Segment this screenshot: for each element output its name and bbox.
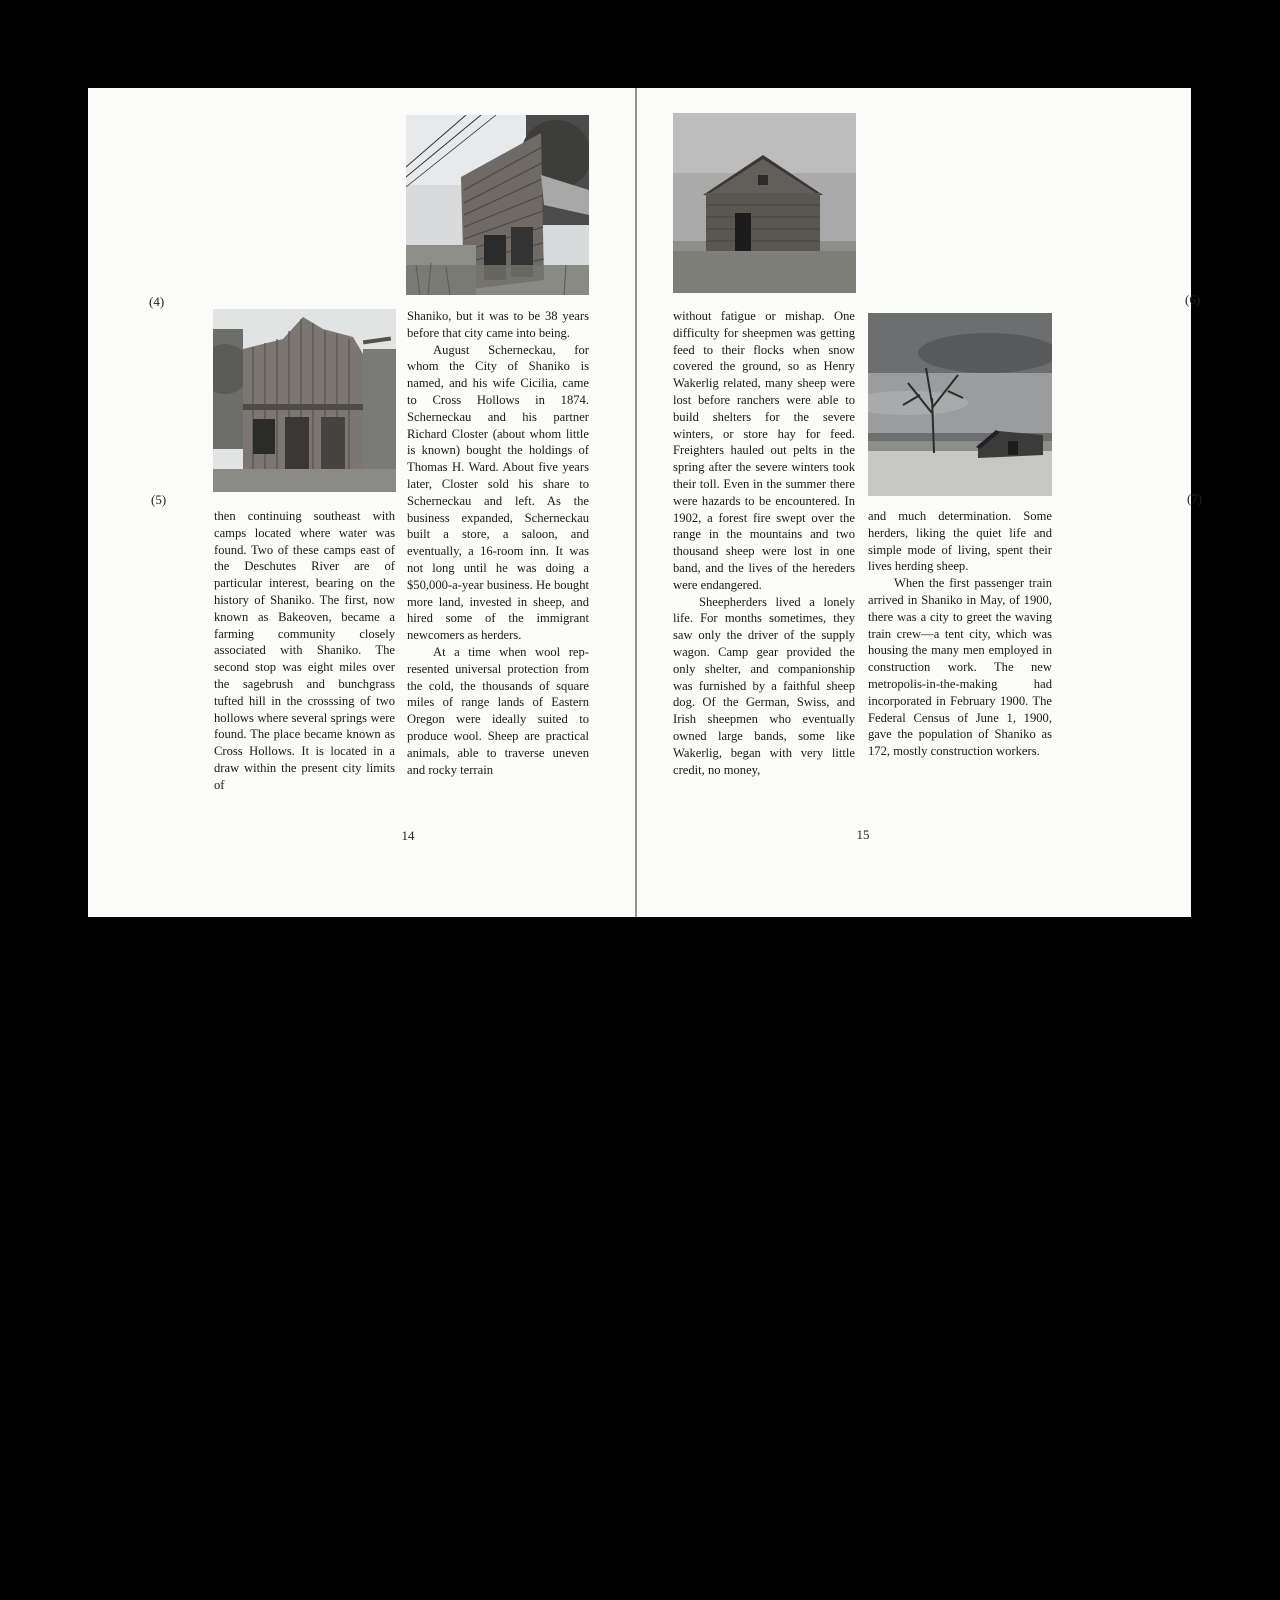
barn-tree-image	[868, 313, 1052, 496]
left-page-column-1	[214, 508, 395, 794]
ruined-building-image	[213, 309, 396, 492]
photo-schoolhouse	[673, 113, 856, 293]
book-spread	[88, 88, 1203, 917]
left-page-column-2	[407, 308, 589, 778]
figure-marker-7: (7)	[1187, 491, 1203, 506]
paragraph: Sheepherders lived a lonely life. For months sometimes, they saw only the driver of the supply wagon. Camp gear provided the only shelter, and companionship was furnished by a faithful sheep dog. Of the German, Swiss, and Irish sheepmen who eventually owned large bands, some like Wakerlig, began with very little credit, no money,	[673, 594, 855, 777]
paragraph: When the first passenger train arrived in Shaniko in May, of 1900, there was a city to greet the waving train crew—a tent city, which was housing the many men employed in construction work. The new metropolis-in-the-making had incorporated in February 1900. The Federal Census of June 1, 1900, gave the population of Shaniko as 172, mostly construction workers.	[868, 576, 1052, 759]
photo-ruined-building	[213, 309, 396, 492]
paragraph: without fatigue or mishap. One difficulty for sheepmen was getting feed to their flocks when snow covered the ground, so as Henry Wakerlig related, many sheep were lost before ranchers were able to build shelters for the severe winters, or store hay for feed. Freighters hauled out pelts in the spring after the severe winters took their toll. Even in the summer there were hazards to be encountered. In 1902, a forest fire swept over the range in the mountains and two thousand sheep were lost in one band, and the lives of the hereders were endangered.	[673, 309, 855, 592]
paragraph: and much determination. Some herders, liking the quiet life and simple mode of living, spent their lives herding sheep.	[868, 509, 1052, 574]
photo-barn-tree	[868, 313, 1052, 496]
schoolhouse-image	[673, 113, 856, 293]
figure-marker-6: (6)	[1185, 292, 1201, 307]
right-page-column-1	[673, 308, 855, 778]
figure-marker-4: (4)	[149, 294, 165, 309]
right-page	[637, 88, 1203, 917]
leaning-storefront-image	[406, 115, 589, 295]
figure-marker-5: (5)	[151, 492, 167, 507]
paragraph: then continuing southeast with camps located where water was found. Two of these camps east of the Deschutes River are of particular interest, bearing on the history of Shaniko. The first, now known as Bakeoven, became a farming community closely associated with Shaniko. The second stop was eight miles over the sagebrush and bunchgrass tufted hill in the crosssing of two hollows where several springs were found. The place became known as Cross Hollows. It is located in a draw within the present city limits of	[214, 509, 395, 792]
right-page-column-2	[868, 508, 1052, 760]
left-page	[88, 88, 635, 917]
paragraph: August Scherneckau, for whom the City of Shaniko is named, and his wife Cicilia, came to Cross Hollows in 1874. Scherneckau and his partner Richard Closter (about whom little is known) bought the holdings of Thomas H. Ward. About five years later, Closter sold his share to Scherneckau and left. As the business expanded, Scherneckau built a store, a saloon, and eventually, a 16-room inn. It was not long until he was doing a $50,000-a-year business. He bought more land, invested in sheep, and hired some of the immigrant newcomers as herders.	[407, 342, 589, 643]
paragraph: Shaniko, but it was to be 38 years before that city came into being.	[407, 309, 589, 340]
photo-leaning-storefront	[406, 115, 589, 295]
paragraph: At a time when wool represented universal protection from the cold, the thousands of square miles of range lands of Eastern Oregon were ideally suited to produce wool. Sheep are practical animals, able to traverse uneven and rocky terrain	[407, 644, 589, 777]
page-number-left: 14	[401, 828, 415, 843]
page-number-right: 15	[856, 827, 870, 842]
